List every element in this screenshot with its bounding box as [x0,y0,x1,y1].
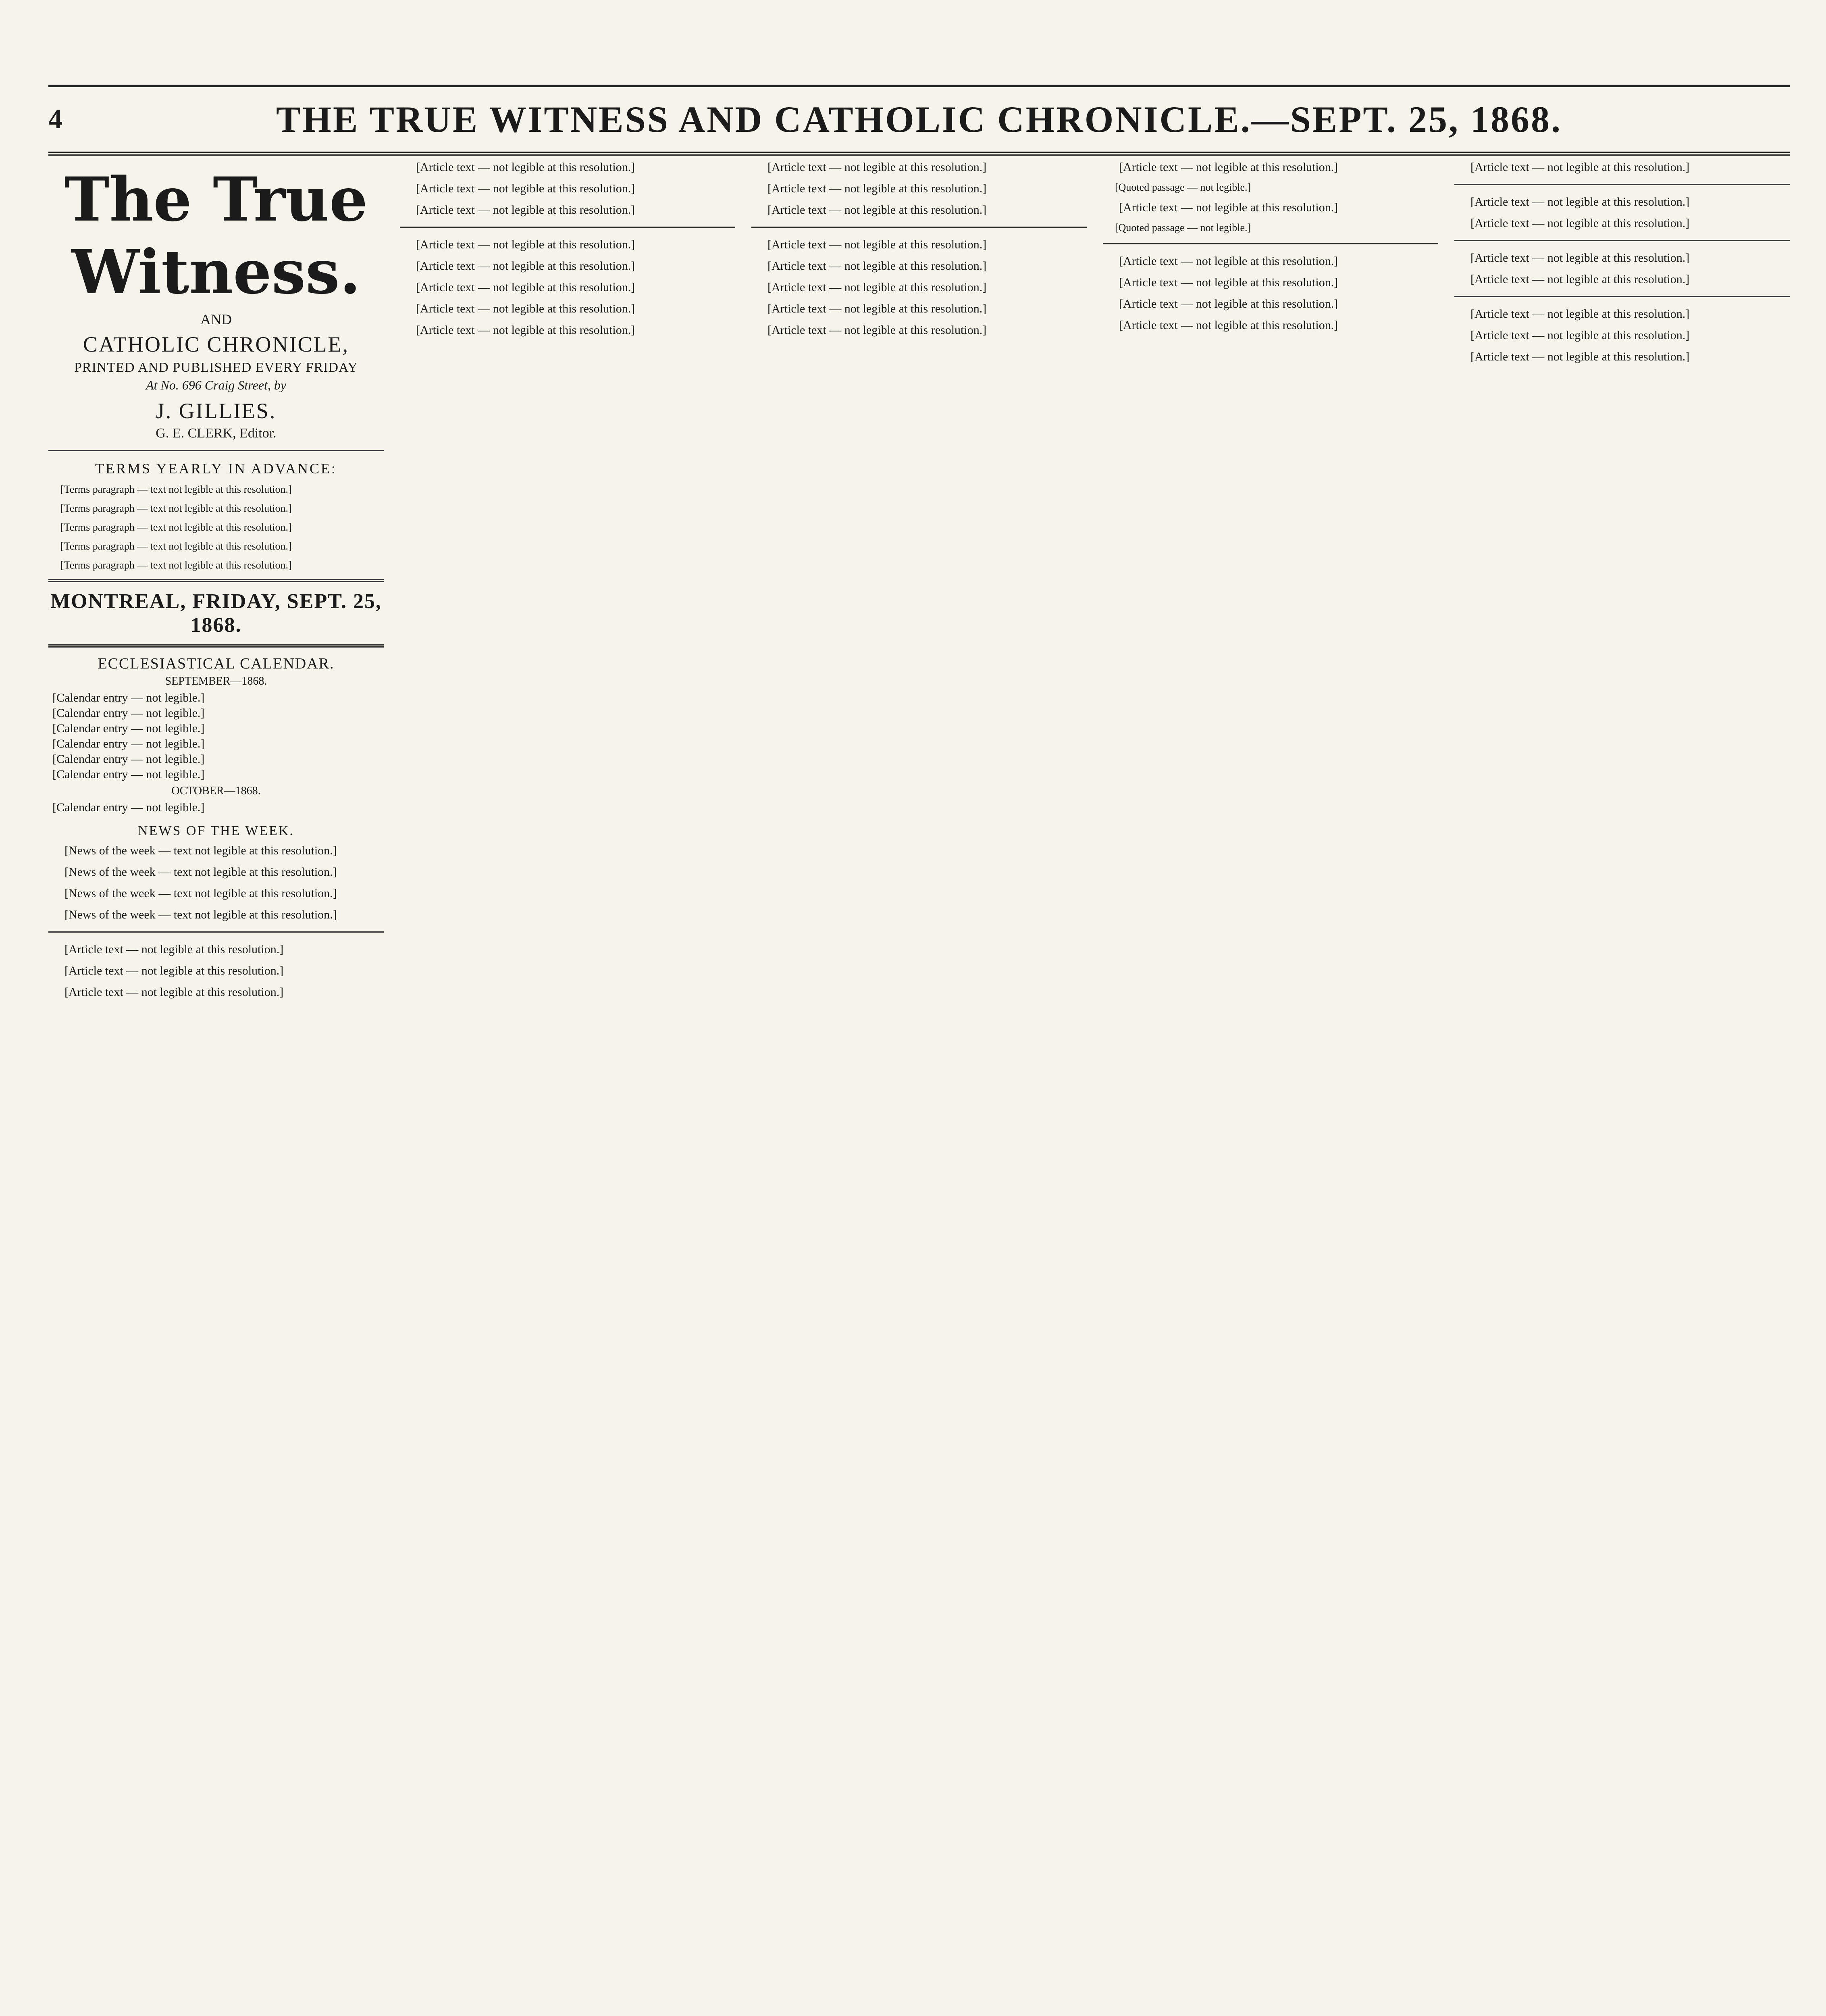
terms-paragraph: [Terms paragraph — text not legible at this resolution.] [60,559,292,571]
calendar-entry: [Calendar entry — not legible.] [52,768,205,781]
article-paragraph: [Article text — not legible at this resolution.] [1119,319,1338,332]
article-paragraph: [Article text — not legible at this resolution.] [64,964,284,977]
running-header [48,85,1790,156]
article-paragraph: [Article text — not legible at this resolution.] [416,323,635,337]
article-paragraph: [Article text — not legible at this resolution.] [1470,307,1690,321]
divider [1454,296,1790,297]
article-paragraph: [Article text — not legible at this resolution.] [416,302,635,315]
calendar-entry: [Calendar entry — not legible.] [52,691,205,704]
article-paragraph: [Article text — not legible at this resolution.] [416,238,635,251]
masthead-printed-line: PRINTED AND PUBLISHED EVERY FRIDAY [74,360,358,375]
masthead-title: The True Witness. [64,164,368,308]
article-paragraph: [Article text — not legible at this resolution.] [767,302,987,315]
calendar-month: SEPTEMBER—1868. [165,675,267,687]
column-grid [48,159,1790,2016]
article-paragraph: [Article text — not legible at this resolution.] [416,182,635,195]
article-paragraph: [Article text — not legible at this resolution.] [1119,201,1338,214]
calendar-entry: [Calendar entry — not legible.] [52,801,205,814]
column-2 [400,159,735,2016]
article-paragraph: [Article text — not legible at this resolution.] [1470,329,1690,342]
terms-paragraph: [Terms paragraph — text not legible at this resolution.] [60,502,292,514]
calendar-heading: ECCLESIASTICAL CALENDAR. [98,655,335,672]
article-paragraph: [Article text — not legible at this resolution.] [416,281,635,294]
divider [48,931,384,933]
article-paragraph: [Article text — not legible at this resolution.] [767,160,987,174]
article-paragraph: [Article text — not legible at this resolution.] [416,160,635,174]
calendar-entry: [Calendar entry — not legible.] [52,737,205,750]
calendar-month: OCTOBER—1868. [171,785,261,797]
terms-paragraph: [Terms paragraph — text not legible at this resolution.] [60,483,292,495]
news-paragraph: [News of the week — text not legible at this resolution.] [64,887,337,900]
news-heading: NEWS OF THE WEEK. [138,823,294,838]
article-paragraph: [Article text — not legible at this resolution.] [1119,254,1338,268]
column-1 [48,159,384,2016]
masthead-subtitle: CATHOLIC CHRONICLE, [83,332,349,356]
quoted-passage: [Quoted passage — not legible.] [1115,222,1251,233]
running-title: THE TRUE WITNESS AND CATHOLIC CHRONICLE.—SEPT. 25, 1868. [276,99,1562,140]
news-paragraph: [News of the week — text not legible at this resolution.] [64,865,337,879]
divider [751,227,1087,228]
article-paragraph: [Article text — not legible at this resolution.] [1119,276,1338,289]
column-5 [1454,159,1790,2016]
article-paragraph: [Article text — not legible at this resolution.] [767,259,987,273]
masthead-and: AND [200,311,232,327]
article-paragraph: [Article text — not legible at this resolution.] [64,943,284,956]
article-paragraph: [Article text — not legible at this resolution.] [1470,217,1690,230]
masthead-editor: G. E. CLERK, Editor. [156,426,277,441]
article-paragraph: [Article text — not legible at this resolution.] [767,281,987,294]
article-paragraph: [Article text — not legible at this resolution.] [1470,350,1690,363]
calendar-entry: [Calendar entry — not legible.] [52,722,205,735]
article-paragraph: [Article text — not legible at this resolution.] [1470,273,1690,286]
article-paragraph: [Article text — not legible at this resolution.] [1119,297,1338,310]
divider [400,227,735,228]
terms-heading: TERMS YEARLY IN ADVANCE: [95,460,337,477]
page-number: 4 [48,104,62,135]
article-paragraph: [Article text — not legible at this resolution.] [767,182,987,195]
news-paragraph: [News of the week — text not legible at this resolution.] [64,844,337,857]
divider [1454,184,1790,185]
column-4 [1103,159,1438,2016]
calendar-entry: [Calendar entry — not legible.] [52,706,205,720]
article-paragraph: [Article text — not legible at this resolution.] [64,985,284,999]
article-paragraph: [Article text — not legible at this resolution.] [767,238,987,251]
article-paragraph: [Article text — not legible at this resolution.] [416,203,635,217]
article-paragraph: [Article text — not legible at this resolution.] [1470,251,1690,264]
divider [1454,240,1790,241]
dateline: MONTREAL, FRIDAY, SEPT. 25, 1868. [50,590,382,637]
article-paragraph: [Article text — not legible at this resolution.] [767,323,987,337]
calendar-entry: [Calendar entry — not legible.] [52,752,205,766]
masthead-publisher: J. GILLIES. [156,399,277,423]
news-paragraph: [News of the week — text not legible at this resolution.] [64,908,337,921]
article-paragraph: [Article text — not legible at this resolution.] [1470,160,1690,174]
article-paragraph: [Article text — not legible at this resolution.] [416,259,635,273]
column-3 [751,159,1087,2016]
divider [1103,243,1438,244]
article-paragraph: [Article text — not legible at this resolution.] [1119,160,1338,174]
divider [48,450,384,451]
divider [48,579,384,582]
article-paragraph: [Article text — not legible at this resolution.] [1470,195,1690,208]
article-paragraph: [Article text — not legible at this resolution.] [767,203,987,217]
terms-paragraph: [Terms paragraph — text not legible at this resolution.] [60,540,292,552]
quoted-passage: [Quoted passage — not legible.] [1115,181,1251,193]
terms-paragraph: [Terms paragraph — text not legible at this resolution.] [60,521,292,533]
divider [48,644,384,648]
masthead-address: At No. 696 Craig Street, by [146,378,287,392]
